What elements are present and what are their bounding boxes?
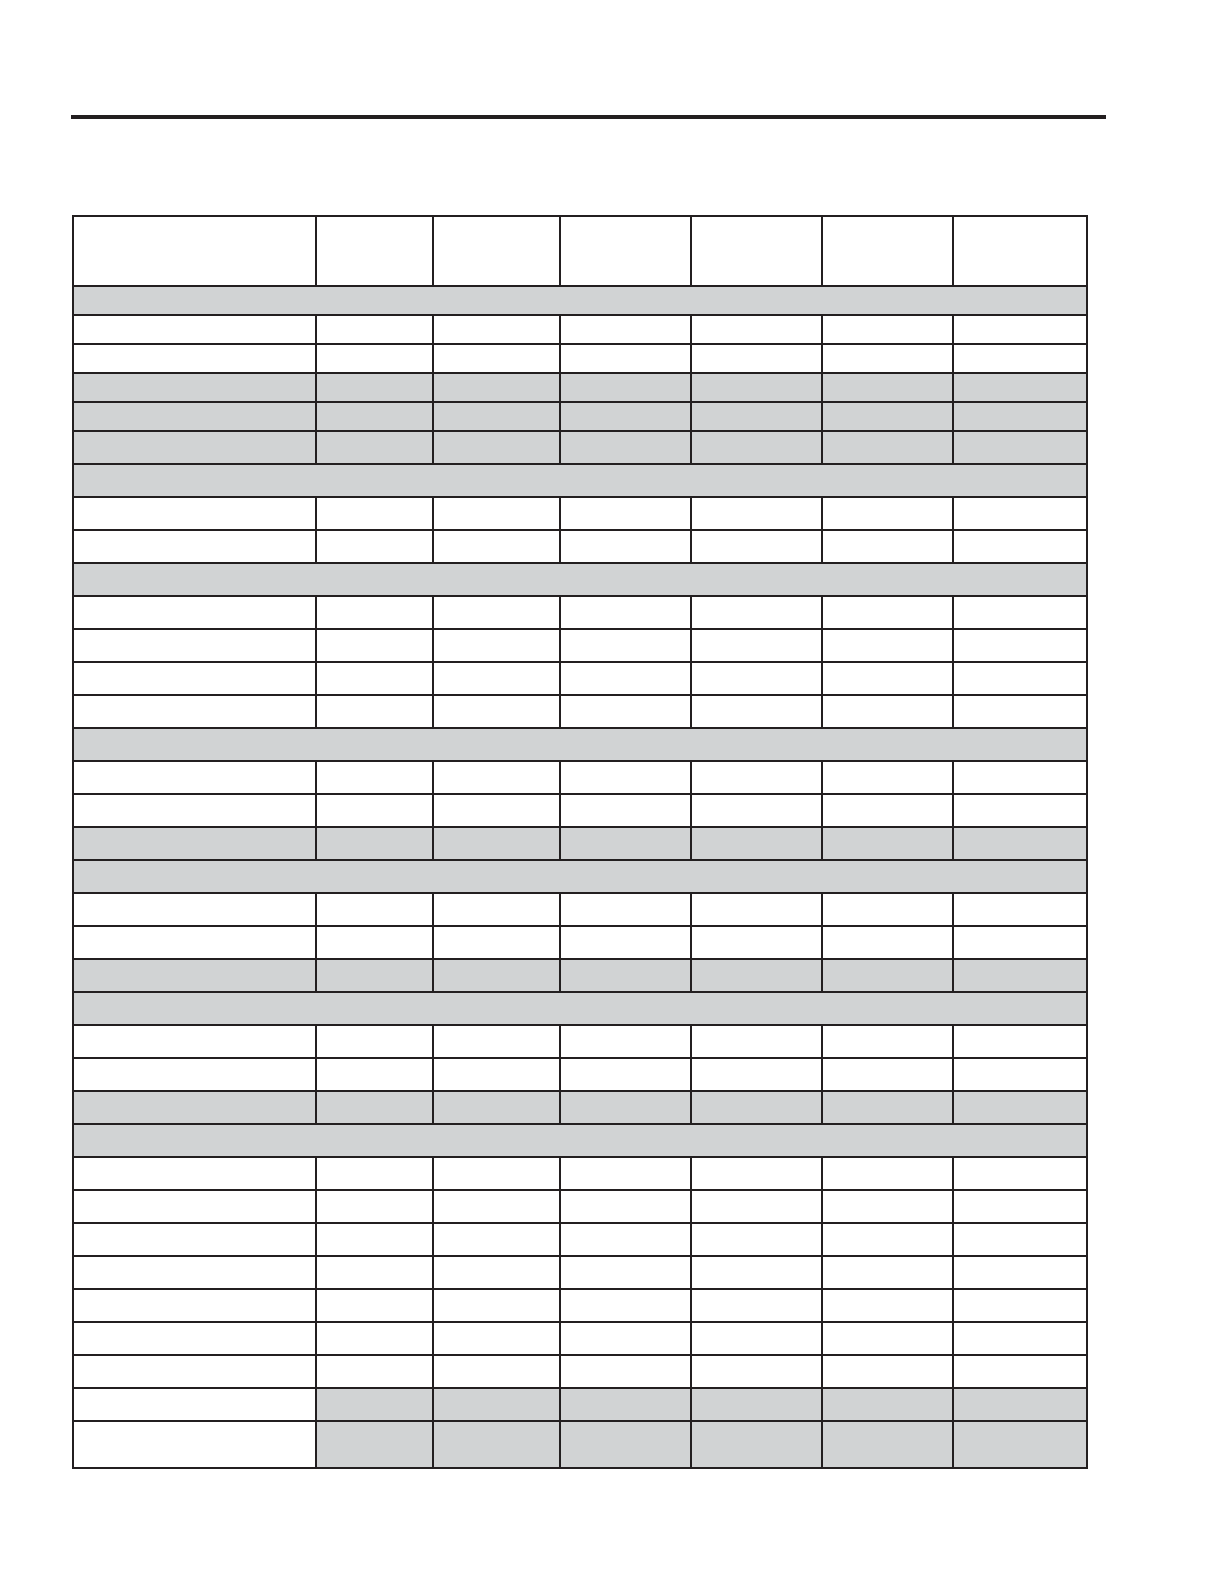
entry-cell[interactable] [691, 1157, 822, 1190]
entry-cell[interactable] [560, 893, 691, 926]
table-row [73, 596, 1087, 629]
entry-cell[interactable] [433, 1355, 560, 1388]
entry-cell[interactable] [316, 1388, 433, 1421]
entry-cell[interactable] [691, 596, 822, 629]
total-row [73, 1388, 1087, 1421]
entry-cell[interactable] [953, 926, 1087, 959]
table-row [73, 1058, 1087, 1091]
entry-cell[interactable] [691, 1058, 822, 1091]
entry-cell[interactable] [316, 373, 433, 402]
table-row [73, 1223, 1087, 1256]
table-row [73, 1157, 1087, 1190]
entry-cell[interactable] [316, 530, 433, 563]
table-row [73, 695, 1087, 728]
entry-cell[interactable] [560, 1289, 691, 1322]
table-row [73, 373, 1087, 402]
entry-cell[interactable] [822, 794, 953, 827]
entry-cell[interactable] [433, 893, 560, 926]
row-label-cell[interactable] [73, 315, 316, 344]
entry-cell[interactable] [316, 315, 433, 344]
entry-cell[interactable] [953, 1289, 1087, 1322]
entry-cell[interactable] [822, 893, 953, 926]
entry-cell[interactable] [560, 1223, 691, 1256]
entry-cell[interactable] [691, 344, 822, 373]
entry-cell[interactable] [560, 1058, 691, 1091]
entry-cell[interactable] [691, 1322, 822, 1355]
entry-cell[interactable] [560, 1025, 691, 1058]
table-row [73, 1256, 1087, 1289]
row-label-cell[interactable] [73, 761, 316, 794]
entry-cell[interactable] [433, 530, 560, 563]
section-header-row [73, 992, 1087, 1025]
entry-cell[interactable] [316, 1025, 433, 1058]
row-label-cell[interactable] [73, 344, 316, 373]
entry-cell[interactable] [691, 1289, 822, 1322]
table-row [73, 530, 1087, 563]
section-header-row [73, 860, 1087, 893]
entry-cell[interactable] [433, 1058, 560, 1091]
entry-cell[interactable] [433, 402, 560, 431]
row-label-cell[interactable] [73, 1157, 316, 1190]
table-row [73, 1190, 1087, 1223]
entry-cell[interactable] [691, 1025, 822, 1058]
entry-cell[interactable] [433, 629, 560, 662]
entry-cell[interactable] [953, 431, 1087, 464]
entry-cell[interactable] [822, 1355, 953, 1388]
row-label-cell[interactable] [73, 827, 316, 860]
row-label-cell[interactable] [73, 431, 316, 464]
entry-cell[interactable] [316, 431, 433, 464]
row-label-cell[interactable] [73, 1190, 316, 1223]
entry-cell[interactable] [433, 1025, 560, 1058]
entry-cell[interactable] [822, 1025, 953, 1058]
entry-cell[interactable] [560, 402, 691, 431]
entry-cell[interactable] [316, 1355, 433, 1388]
entry-cell[interactable] [691, 695, 822, 728]
row-label-cell[interactable] [73, 1091, 316, 1124]
entry-cell[interactable] [953, 1091, 1087, 1124]
entry-cell[interactable] [822, 1091, 953, 1124]
row-label-cell[interactable] [73, 959, 316, 992]
row-label-cell[interactable] [73, 794, 316, 827]
row-label-cell[interactable] [73, 893, 316, 926]
row-label-cell[interactable] [73, 1223, 316, 1256]
entry-cell[interactable] [560, 959, 691, 992]
entry-cell[interactable] [433, 431, 560, 464]
entry-cell[interactable] [433, 315, 560, 344]
entry-cell[interactable] [822, 926, 953, 959]
entry-cell[interactable] [316, 662, 433, 695]
entry-cell[interactable] [316, 1091, 433, 1124]
entry-cell[interactable] [433, 662, 560, 695]
entry-cell[interactable] [433, 344, 560, 373]
entry-cell[interactable] [822, 1388, 953, 1421]
table-row [73, 1091, 1087, 1124]
entry-cell[interactable] [560, 1256, 691, 1289]
blank-form-table [72, 215, 1088, 1469]
entry-cell[interactable] [433, 1256, 560, 1289]
entry-cell[interactable] [433, 1190, 560, 1223]
entry-cell[interactable] [433, 1223, 560, 1256]
entry-cell[interactable] [953, 695, 1087, 728]
entry-cell[interactable] [691, 827, 822, 860]
entry-cell[interactable] [316, 497, 433, 530]
section-header-row [73, 464, 1087, 497]
row-label-cell[interactable] [73, 373, 316, 402]
entry-cell[interactable] [953, 1355, 1087, 1388]
entry-cell[interactable] [560, 497, 691, 530]
entry-cell[interactable] [953, 1388, 1087, 1421]
row-label-cell[interactable] [73, 1256, 316, 1289]
entry-cell[interactable] [822, 1157, 953, 1190]
entry-cell[interactable] [953, 402, 1087, 431]
table-row [73, 893, 1087, 926]
entry-cell[interactable] [953, 1157, 1087, 1190]
entry-cell[interactable] [822, 530, 953, 563]
entry-cell[interactable] [822, 596, 953, 629]
header-row [73, 216, 1087, 286]
entry-cell[interactable] [822, 695, 953, 728]
top-rule [71, 115, 1106, 119]
entry-cell[interactable] [316, 1058, 433, 1091]
section-header-cell [73, 1124, 1087, 1157]
section-header-cell [73, 992, 1087, 1025]
entry-cell[interactable] [560, 662, 691, 695]
entry-cell[interactable] [822, 1322, 953, 1355]
header-cell [953, 216, 1087, 286]
table-row [73, 1025, 1087, 1058]
entry-cell[interactable] [560, 1355, 691, 1388]
entry-cell[interactable] [953, 530, 1087, 563]
entry-cell[interactable] [953, 1223, 1087, 1256]
entry-cell[interactable] [822, 344, 953, 373]
entry-cell[interactable] [560, 344, 691, 373]
entry-cell[interactable] [691, 373, 822, 402]
entry-cell[interactable] [953, 344, 1087, 373]
entry-cell[interactable] [433, 596, 560, 629]
header-cell [560, 216, 691, 286]
entry-cell[interactable] [316, 794, 433, 827]
entry-cell[interactable] [560, 1322, 691, 1355]
entry-cell[interactable] [691, 1091, 822, 1124]
table-row [73, 402, 1087, 431]
entry-cell[interactable] [433, 497, 560, 530]
entry-cell[interactable] [822, 959, 953, 992]
table-row [73, 1322, 1087, 1355]
row-label-cell[interactable] [73, 1322, 316, 1355]
section-header-cell [73, 286, 1087, 315]
entry-cell[interactable] [953, 1256, 1087, 1289]
table-row [73, 662, 1087, 695]
header-cell [822, 216, 953, 286]
entry-cell[interactable] [433, 794, 560, 827]
entry-cell[interactable] [560, 1157, 691, 1190]
entry-cell[interactable] [822, 497, 953, 530]
entry-cell[interactable] [822, 373, 953, 402]
entry-cell[interactable] [691, 893, 822, 926]
entry-cell[interactable] [691, 926, 822, 959]
table-row [73, 794, 1087, 827]
entry-cell[interactable] [560, 315, 691, 344]
section-header-row [73, 286, 1087, 315]
section-header-cell [73, 728, 1087, 761]
entry-cell[interactable] [691, 1256, 822, 1289]
header-cell [73, 216, 316, 286]
header-cell [691, 216, 822, 286]
entry-cell[interactable] [433, 926, 560, 959]
row-label-cell[interactable] [73, 1058, 316, 1091]
table-row [73, 1355, 1087, 1388]
entry-cell[interactable] [822, 629, 953, 662]
row-label-cell[interactable] [73, 497, 316, 530]
entry-cell[interactable] [316, 827, 433, 860]
entry-cell[interactable] [691, 315, 822, 344]
entry-cell[interactable] [953, 315, 1087, 344]
entry-cell[interactable] [433, 827, 560, 860]
entry-cell[interactable] [560, 695, 691, 728]
entry-cell[interactable] [953, 893, 1087, 926]
row-label-cell[interactable] [73, 1025, 316, 1058]
entry-cell[interactable] [691, 1388, 822, 1421]
entry-cell[interactable] [822, 431, 953, 464]
entry-cell[interactable] [560, 1421, 691, 1468]
entry-cell[interactable] [953, 1025, 1087, 1058]
row-label-cell[interactable] [73, 926, 316, 959]
table-row [73, 926, 1087, 959]
section-header-cell [73, 464, 1087, 497]
entry-cell[interactable] [691, 402, 822, 431]
entry-cell[interactable] [433, 1388, 560, 1421]
entry-cell[interactable] [691, 1190, 822, 1223]
table-row [73, 1289, 1087, 1322]
entry-cell[interactable] [822, 827, 953, 860]
total-row [73, 1421, 1087, 1468]
row-label-cell[interactable] [73, 629, 316, 662]
section-header-row [73, 728, 1087, 761]
entry-cell[interactable] [953, 761, 1087, 794]
entry-cell[interactable] [433, 1091, 560, 1124]
entry-cell[interactable] [691, 1421, 822, 1468]
entry-cell[interactable] [316, 1322, 433, 1355]
entry-cell[interactable] [953, 373, 1087, 402]
entry-cell[interactable] [822, 1058, 953, 1091]
entry-cell[interactable] [822, 315, 953, 344]
entry-cell[interactable] [316, 1190, 433, 1223]
entry-cell[interactable] [433, 1289, 560, 1322]
entry-cell[interactable] [316, 959, 433, 992]
entry-cell[interactable] [822, 1190, 953, 1223]
entry-cell[interactable] [691, 959, 822, 992]
entry-cell[interactable] [433, 761, 560, 794]
table-row [73, 315, 1087, 344]
entry-cell[interactable] [953, 1322, 1087, 1355]
entry-cell[interactable] [560, 373, 691, 402]
entry-cell[interactable] [822, 1256, 953, 1289]
entry-cell[interactable] [822, 662, 953, 695]
entry-cell[interactable] [691, 530, 822, 563]
entry-cell[interactable] [953, 497, 1087, 530]
entry-cell[interactable] [953, 827, 1087, 860]
entry-cell[interactable] [433, 1421, 560, 1468]
section-header-cell [73, 563, 1087, 596]
table-row [73, 827, 1087, 860]
row-label-cell[interactable] [73, 1355, 316, 1388]
entry-cell[interactable] [691, 1355, 822, 1388]
entry-cell[interactable] [691, 761, 822, 794]
entry-cell[interactable] [560, 596, 691, 629]
entry-cell[interactable] [316, 761, 433, 794]
section-header-cell [73, 860, 1087, 893]
entry-cell[interactable] [953, 662, 1087, 695]
entry-cell[interactable] [560, 530, 691, 563]
entry-cell[interactable] [822, 402, 953, 431]
table-row [73, 344, 1087, 373]
entry-cell[interactable] [316, 1256, 433, 1289]
entry-cell[interactable] [316, 1289, 433, 1322]
row-label-cell[interactable] [73, 402, 316, 431]
entry-cell[interactable] [560, 1190, 691, 1223]
entry-cell[interactable] [822, 761, 953, 794]
entry-cell[interactable] [691, 431, 822, 464]
entry-cell[interactable] [691, 497, 822, 530]
entry-cell[interactable] [953, 596, 1087, 629]
table-row [73, 959, 1087, 992]
row-label-cell[interactable] [73, 1421, 316, 1468]
entry-cell[interactable] [953, 629, 1087, 662]
entry-cell[interactable] [316, 629, 433, 662]
entry-cell[interactable] [433, 1322, 560, 1355]
entry-cell[interactable] [560, 761, 691, 794]
entry-cell[interactable] [316, 344, 433, 373]
entry-cell[interactable] [953, 794, 1087, 827]
entry-cell[interactable] [560, 1091, 691, 1124]
row-label-cell[interactable] [73, 596, 316, 629]
row-label-cell[interactable] [73, 1289, 316, 1322]
entry-cell[interactable] [953, 1190, 1087, 1223]
entry-cell[interactable] [560, 827, 691, 860]
row-label-cell[interactable] [73, 530, 316, 563]
table-row [73, 497, 1087, 530]
table-row [73, 761, 1087, 794]
entry-cell[interactable] [953, 1421, 1087, 1468]
entry-cell[interactable] [560, 431, 691, 464]
entry-cell[interactable] [433, 695, 560, 728]
entry-cell[interactable] [433, 1157, 560, 1190]
table-row [73, 431, 1087, 464]
row-label-cell[interactable] [73, 662, 316, 695]
row-label-cell[interactable] [73, 1388, 316, 1421]
entry-cell[interactable] [316, 695, 433, 728]
entry-cell[interactable] [316, 1157, 433, 1190]
entry-cell[interactable] [822, 1421, 953, 1468]
entry-cell[interactable] [691, 1223, 822, 1256]
entry-cell[interactable] [560, 926, 691, 959]
entry-cell[interactable] [316, 1223, 433, 1256]
entry-cell[interactable] [316, 893, 433, 926]
entry-cell[interactable] [433, 373, 560, 402]
entry-cell[interactable] [953, 959, 1087, 992]
entry-cell[interactable] [691, 662, 822, 695]
entry-cell[interactable] [822, 1289, 953, 1322]
entry-cell[interactable] [953, 1058, 1087, 1091]
entry-cell[interactable] [560, 1388, 691, 1421]
entry-cell[interactable] [691, 629, 822, 662]
entry-cell[interactable] [433, 959, 560, 992]
entry-cell[interactable] [316, 1421, 433, 1468]
section-header-row [73, 563, 1087, 596]
entry-cell[interactable] [316, 596, 433, 629]
row-label-cell[interactable] [73, 695, 316, 728]
entry-cell[interactable] [822, 1223, 953, 1256]
entry-cell[interactable] [560, 794, 691, 827]
header-cell [316, 216, 433, 286]
table-row [73, 629, 1087, 662]
entry-cell[interactable] [316, 402, 433, 431]
entry-cell[interactable] [316, 926, 433, 959]
entry-cell[interactable] [560, 629, 691, 662]
entry-cell[interactable] [691, 794, 822, 827]
section-header-row [73, 1124, 1087, 1157]
header-cell [433, 216, 560, 286]
